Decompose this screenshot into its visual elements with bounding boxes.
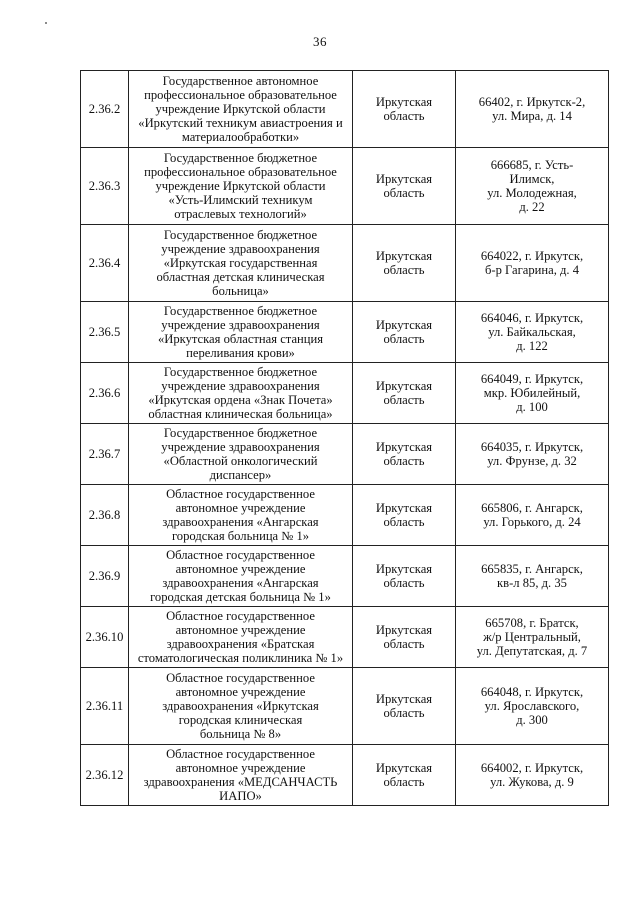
row-number: 2.36.9 <box>81 546 129 607</box>
address-line: ул. Ярославского, <box>484 699 580 713</box>
name-line: учреждение здравоохранения <box>161 379 320 393</box>
address <box>456 607 609 668</box>
region-line: область <box>383 454 425 468</box>
organization-name <box>129 745 353 806</box>
name-line: «Усть-Илимский техникум <box>168 193 313 207</box>
address <box>456 546 609 607</box>
name-line: учреждение здравоохранения <box>161 242 320 256</box>
address <box>456 302 609 363</box>
address-line: 666685, г. Усть- <box>490 158 574 172</box>
address-line: ул. Горького, д. 24 <box>483 515 581 529</box>
region <box>353 607 456 668</box>
region-line: область <box>383 576 425 590</box>
name-line: Областное государственное <box>166 747 315 761</box>
address <box>456 424 609 485</box>
row-number: 2.36.11 <box>81 668 129 745</box>
address <box>456 363 609 424</box>
row-number: 2.36.10 <box>81 607 129 668</box>
address-line: д. 22 <box>519 200 545 214</box>
name-line: профессиональное образовательное <box>144 165 337 179</box>
organization-name <box>129 546 353 607</box>
table-row <box>81 302 609 363</box>
address-line: ул. Байкальская, <box>488 325 576 339</box>
address-line: ул. Фрунзе, д. 32 <box>487 454 577 468</box>
address-line: 664049, г. Иркутск, <box>480 372 584 386</box>
region-line: Иркутская <box>375 95 433 109</box>
region <box>353 363 456 424</box>
name-line: Государственное бюджетное <box>163 426 318 440</box>
address-line: ул. Депутатская, д. 7 <box>476 644 588 658</box>
name-line: городская больница № 1» <box>171 529 310 543</box>
organization-name <box>129 363 353 424</box>
table-row <box>81 225 609 302</box>
name-line: профессиональное образовательное <box>144 88 337 102</box>
address-line: 664048, г. Иркутск, <box>480 685 584 699</box>
name-line: автономное учреждение <box>175 761 306 775</box>
table-row <box>81 424 609 485</box>
address <box>456 485 609 546</box>
name-line: здравоохранения «Иркутская <box>162 699 319 713</box>
name-line: ИАПО» <box>219 789 262 803</box>
address <box>456 71 609 148</box>
region-line: область <box>383 393 425 407</box>
region <box>353 148 456 225</box>
name-line: здравоохранения «МЕДСАНЧАСТЬ <box>143 775 338 789</box>
region <box>353 485 456 546</box>
address <box>456 148 609 225</box>
name-line: переливания крови» <box>186 346 295 360</box>
region <box>353 302 456 363</box>
name-line: Областное государственное <box>166 548 315 562</box>
name-line: областная клиническая больница» <box>148 407 333 421</box>
region-line: Иркутская <box>375 440 433 454</box>
region-line: Иркутская <box>375 249 433 263</box>
row-number: 2.36.6 <box>81 363 129 424</box>
region-line: область <box>383 515 425 529</box>
name-line: «Иркутская ордена «Знак Почета» <box>148 393 333 407</box>
table-row <box>81 485 609 546</box>
name-line: Государственное бюджетное <box>163 151 318 165</box>
organization-name <box>129 148 353 225</box>
address-line: мкр. Юбилейный, <box>483 386 581 400</box>
name-line: городская клиническая <box>178 713 303 727</box>
table-row <box>81 607 609 668</box>
region-line: область <box>383 263 425 277</box>
address-line: 665806, г. Ангарск, <box>481 501 583 515</box>
address-line: 665835, г. Ангарск, <box>481 562 583 576</box>
table-row <box>81 546 609 607</box>
name-line: областная детская клиническая <box>156 270 325 284</box>
address-line: 66402, г. Иркутск-2, <box>478 95 586 109</box>
name-line: больница № 8» <box>199 727 282 741</box>
region <box>353 225 456 302</box>
scan-speck <box>45 22 47 24</box>
name-line: Государственное бюджетное <box>163 304 318 318</box>
table-row <box>81 363 609 424</box>
region-line: Иркутская <box>375 761 433 775</box>
address <box>456 745 609 806</box>
region-line: область <box>383 775 425 789</box>
table-row <box>81 745 609 806</box>
name-line: Областное государственное <box>166 671 315 685</box>
name-line: стоматологическая поликлиника № 1» <box>137 651 344 665</box>
name-line: учреждение здравоохранения <box>161 318 320 332</box>
name-line: Областное государственное <box>166 487 315 501</box>
address <box>456 225 609 302</box>
region-line: Иркутская <box>375 318 433 332</box>
region-line: Иркутская <box>375 379 433 393</box>
region <box>353 745 456 806</box>
address-line: ул. Мира, д. 14 <box>492 109 572 123</box>
row-number: 2.36.2 <box>81 71 129 148</box>
name-line: «Иркутская государственная <box>163 256 318 270</box>
name-line: Государственное бюджетное <box>163 228 318 242</box>
organization-name <box>129 607 353 668</box>
region <box>353 546 456 607</box>
row-number: 2.36.4 <box>81 225 129 302</box>
organization-name <box>129 668 353 745</box>
page-number: 36 <box>313 34 327 49</box>
name-line: материалообработки» <box>181 130 300 144</box>
address-line: 664002, г. Иркутск, <box>480 761 584 775</box>
name-line: Областное государственное <box>166 609 315 623</box>
name-line: «Иркутская областная станция <box>157 332 324 346</box>
name-line: автономное учреждение <box>175 623 306 637</box>
organization-name <box>129 485 353 546</box>
row-number: 2.36.5 <box>81 302 129 363</box>
name-line: здравоохранения «Ангарская <box>162 515 319 529</box>
name-line: диспансер» <box>209 468 272 482</box>
name-line: Государственное автономное <box>162 74 319 88</box>
name-line: автономное учреждение <box>175 562 306 576</box>
name-line: учреждение Иркутской области <box>155 179 326 193</box>
name-line: автономное учреждение <box>175 685 306 699</box>
region-line: Иркутская <box>375 501 433 515</box>
address-line: д. 100 <box>516 400 548 414</box>
region-line: Иркутская <box>375 623 433 637</box>
table-row <box>81 148 609 225</box>
name-line: «Иркутский техникум авиастроения и <box>138 116 343 130</box>
name-line: автономное учреждение <box>175 501 306 515</box>
region-line: область <box>383 637 425 651</box>
region-line: область <box>383 109 425 123</box>
address-line: ул. Молодежная, <box>487 186 577 200</box>
organization-name <box>129 302 353 363</box>
address-line: 664022, г. Иркутск, <box>480 249 584 263</box>
address-line: ул. Жукова, д. 9 <box>490 775 574 789</box>
address-line: д. 122 <box>516 339 548 353</box>
organizations-table <box>80 70 609 806</box>
organization-name <box>129 424 353 485</box>
address-line: ж/р Центральный, <box>483 630 581 644</box>
region-line: Иркутская <box>375 562 433 576</box>
name-line: «Областной онкологический <box>163 454 318 468</box>
address-line: 664035, г. Иркутск, <box>480 440 584 454</box>
organization-name <box>129 71 353 148</box>
region-line: область <box>383 186 425 200</box>
region <box>353 424 456 485</box>
name-line: здравоохранения «Братская <box>166 637 315 651</box>
row-number: 2.36.8 <box>81 485 129 546</box>
region-line: Иркутская <box>375 172 433 186</box>
table-row <box>81 71 609 148</box>
organization-name <box>129 225 353 302</box>
region-line: область <box>383 706 425 720</box>
name-line: здравоохранения «Ангарская <box>162 576 319 590</box>
name-line: Государственное бюджетное <box>163 365 318 379</box>
address-line: 664046, г. Иркутск, <box>480 311 584 325</box>
address-line: б-р Гагарина, д. 4 <box>484 263 580 277</box>
address-line: Илимск, <box>509 172 555 186</box>
name-line: учреждение Иркутской области <box>155 102 326 116</box>
region <box>353 71 456 148</box>
name-line: городская детская больница № 1» <box>150 590 331 604</box>
row-number: 2.36.3 <box>81 148 129 225</box>
region-line: Иркутская <box>375 692 433 706</box>
name-line: больница» <box>212 284 269 298</box>
region <box>353 668 456 745</box>
row-number: 2.36.12 <box>81 745 129 806</box>
table-body <box>81 71 609 806</box>
address-line: д. 300 <box>516 713 548 727</box>
address-line: 665708, г. Братск, <box>485 616 579 630</box>
name-line: отраслевых технологий» <box>174 207 307 221</box>
row-number: 2.36.7 <box>81 424 129 485</box>
table-row <box>81 668 609 745</box>
region-line: область <box>383 332 425 346</box>
address <box>456 668 609 745</box>
name-line: учреждение здравоохранения <box>161 440 320 454</box>
address-line: кв-л 85, д. 35 <box>497 576 567 590</box>
